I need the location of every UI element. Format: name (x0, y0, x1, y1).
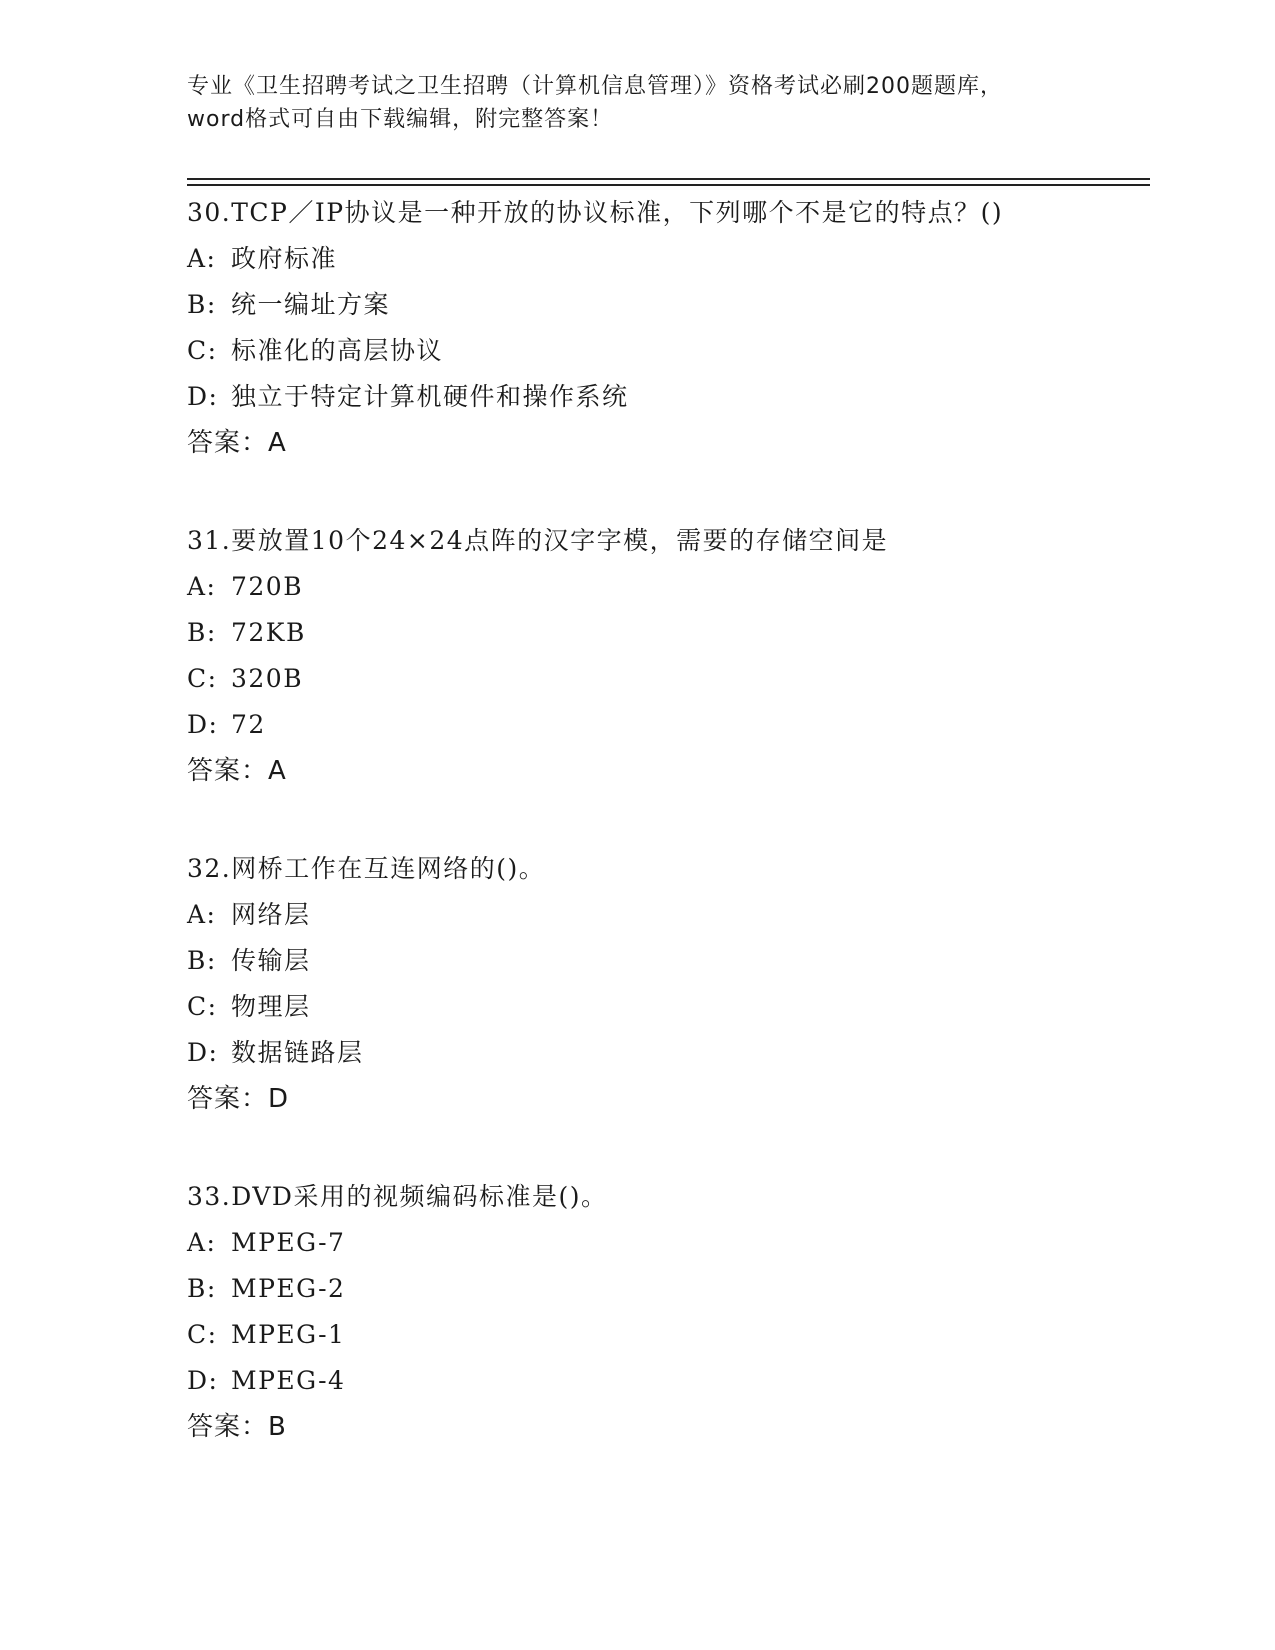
option-c (187, 984, 1147, 1030)
option-text: 数据链路层 (231, 1038, 364, 1067)
option-text: 独立于特定计算机硬件和操作系统 (231, 382, 629, 411)
option-key: C: (187, 664, 218, 693)
option-key: B: (187, 290, 217, 319)
option-text: MPEG-7 (231, 1228, 346, 1257)
option-a (187, 1220, 1147, 1266)
option-key: B: (187, 1274, 217, 1303)
option-key: D: (187, 1366, 219, 1395)
answer-line: 答案：D (187, 1084, 290, 1114)
option-d (187, 1358, 1147, 1404)
header-divider-top (187, 178, 1150, 180)
option-a (187, 892, 1147, 938)
option-text: 统一编址方案 (231, 290, 391, 319)
question-30 (187, 190, 1147, 466)
question-stem: 32.网桥工作在互连网络的()。 (187, 854, 546, 883)
option-b (187, 1266, 1147, 1312)
option-c (187, 656, 1147, 702)
option-text: 标准化的高层协议 (231, 336, 444, 365)
answer-line: 答案：B (187, 1412, 287, 1442)
answer-line: 答案：A (187, 428, 287, 458)
question-stem: 30.TCP／IP协议是一种开放的协议标准，下列哪个不是它的特点？() (187, 198, 1004, 227)
document-header (187, 70, 1087, 136)
answer-line: 答案：A (187, 756, 287, 786)
option-key: C: (187, 992, 218, 1021)
option-a (187, 236, 1147, 282)
option-d (187, 1030, 1147, 1076)
option-c (187, 1312, 1147, 1358)
option-key: D: (187, 710, 219, 739)
option-text: 720B (231, 572, 304, 601)
header-line-1: 专业《卫生招聘考试之卫生招聘（计算机信息管理）》资格考试必刷200题题库， (187, 74, 1003, 99)
option-key: A: (187, 244, 217, 273)
option-text: 传输层 (231, 946, 311, 975)
option-a (187, 564, 1147, 610)
option-b (187, 938, 1147, 984)
option-b (187, 610, 1147, 656)
option-text: 72KB (231, 618, 306, 647)
option-c (187, 328, 1147, 374)
question-stem: 33.DVD采用的视频编码标准是()。 (187, 1182, 608, 1211)
option-text: MPEG-4 (231, 1366, 346, 1395)
question-stem: 31.要放置10个24×24点阵的汉字字模，需要的存储空间是 (187, 526, 889, 555)
option-key: A: (187, 1228, 217, 1257)
option-key: A: (187, 572, 217, 601)
question-list (187, 190, 1147, 1502)
option-key: A: (187, 900, 217, 929)
option-d (187, 702, 1147, 748)
option-key: D: (187, 382, 219, 411)
question-33 (187, 1174, 1147, 1450)
option-text: 320B (231, 664, 304, 693)
option-d (187, 374, 1147, 420)
option-text: MPEG-2 (231, 1274, 346, 1303)
option-text: MPEG-1 (231, 1320, 346, 1349)
option-text: 72 (231, 710, 266, 739)
option-text: 网络层 (231, 900, 311, 929)
option-text: 物理层 (231, 992, 311, 1021)
header-line-2: word格式可自由下载编辑，附完整答案！ (187, 107, 614, 132)
header-divider-bottom (187, 184, 1150, 186)
option-key: D: (187, 1038, 219, 1067)
option-text: 政府标准 (231, 244, 338, 273)
option-b (187, 282, 1147, 328)
question-31 (187, 518, 1147, 794)
option-key: C: (187, 336, 218, 365)
question-32 (187, 846, 1147, 1122)
option-key: B: (187, 946, 217, 975)
option-key: B: (187, 618, 217, 647)
option-key: C: (187, 1320, 218, 1349)
